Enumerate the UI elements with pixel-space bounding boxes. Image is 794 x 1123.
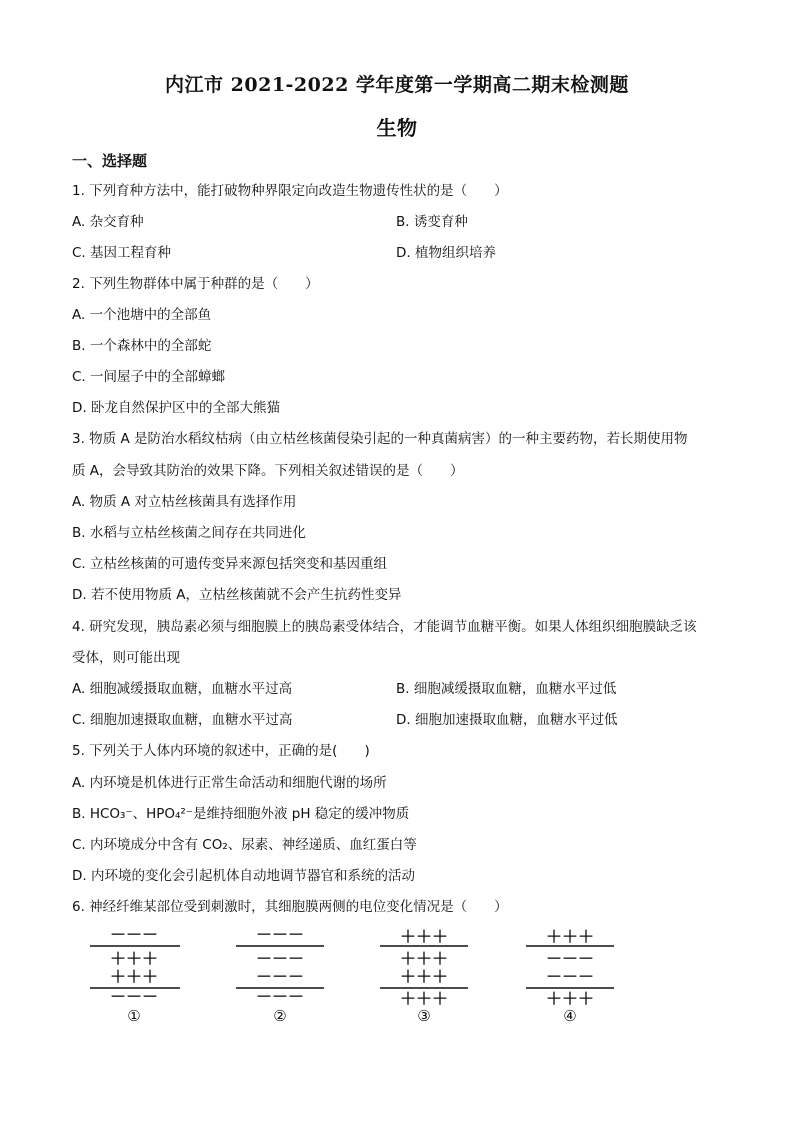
question-2-option-b: B. 一个森林中的全部蛇: [72, 338, 212, 354]
diagram-1-outer-bottom-charges: －－－: [109, 987, 159, 1006]
question-1-option-b: B. 诱变育种: [396, 214, 468, 230]
question-2-option-d: D. 卧龙自然保护区中的全部大熊猫: [72, 400, 280, 416]
question-4-stem-line-2: 受体，则可能出现: [72, 650, 180, 666]
membrane-diagrams-svg: [72, 926, 732, 1036]
question-5-stem: 5. 下列关于人体内环境的叙述中，正确的是( ): [72, 743, 370, 759]
question-5-option-a: A. 内环境是机体进行正常生命活动和细胞代谢的场所: [72, 775, 387, 791]
subject-title: 生物: [376, 116, 418, 140]
question-1-option-a: A. 杂交育种: [72, 214, 144, 230]
question-3-option-d: D. 若不使用物质 A，立枯丝核菌就不会产生抗药性变异: [72, 587, 402, 603]
diagram-1-label: ①: [127, 1007, 141, 1025]
question-4-stem-line-1: 4. 研究发现，胰岛素必须与细胞膜上的胰岛素受体结合，才能调节血糖平衡。如果人体组织细胞膜缺乏该: [72, 619, 697, 635]
membrane-diagram-3: [380, 927, 468, 1025]
membrane-diagram-1: [90, 926, 180, 1025]
diagram-2-outer-top-charges: －－－: [255, 926, 305, 944]
question-5-option-c: C. 内环境成分中含有 CO₂、尿素、神经递质、血红蛋白等: [72, 837, 417, 853]
question-4-option-d: D. 细胞加速摄取血糖，血糖水平过低: [396, 712, 618, 728]
diagram-2-inner-charges-2: －－－: [255, 967, 305, 986]
diagram-3-outer-bottom-charges: ＋＋＋: [399, 989, 449, 1008]
question-4-option-c: C. 细胞加速摄取血糖，血糖水平过高: [72, 712, 293, 728]
diagram-3-label: ③: [417, 1007, 431, 1025]
diagram-2-inner-charges-1: －－－: [255, 949, 305, 968]
exam-title: 内江市 2021-2022 学年度第一学期高二期末检测题: [165, 74, 629, 96]
diagram-3-outer-top-charges: ＋＋＋: [399, 927, 449, 946]
diagram-1-inner-charges-2: ＋＋＋: [109, 967, 159, 986]
question-4-option-b: B. 细胞减缓摄取血糖，血糖水平过低: [396, 681, 617, 697]
question-1-option-c: C. 基因工程育种: [72, 245, 172, 261]
section-heading: 一、选择题: [72, 152, 148, 170]
question-2-option-c: C. 一间屋子中的全部蟑螂: [72, 369, 226, 385]
question-6-stem: 6. 神经纤维某部位受到刺激时，其细胞膜两侧的电位变化情况是（ ）: [72, 899, 508, 915]
diagram-1-outer-top-charges: －－－: [109, 926, 159, 944]
question-3-stem-line-1: 3. 物质 A 是防治水稻纹枯病（由立枯丝核菌侵染引起的一种真菌病害）的一种主要药物，若长期使用物: [72, 431, 688, 447]
diagram-2-outer-bottom-charges: －－－: [255, 987, 305, 1006]
diagram-4-inner-charges-1: －－－: [545, 949, 595, 968]
question-3-option-a: A. 物质 A 对立枯丝核菌具有选择作用: [72, 494, 297, 510]
membrane-potential-figure: [72, 926, 732, 1036]
question-3-option-c: C. 立枯丝核菌的可遗传变异来源包括突变和基因重组: [72, 556, 388, 572]
diagram-4-inner-charges-2: －－－: [545, 967, 595, 986]
diagram-3-inner-charges-2: ＋＋＋: [399, 967, 449, 986]
question-5-option-b: B. HCO₃⁻、HPO₄²⁻是维持细胞外液 pH 稳定的缓冲物质: [72, 806, 410, 822]
question-2-option-a: A. 一个池塘中的全部鱼: [72, 307, 212, 323]
diagram-4-outer-top-charges: ＋＋＋: [545, 927, 595, 946]
diagram-4-outer-bottom-charges: ＋＋＋: [545, 989, 595, 1008]
question-4-option-a: A. 细胞减缓摄取血糖，血糖水平过高: [72, 681, 293, 697]
membrane-diagram-2: [236, 926, 324, 1025]
question-5-option-d: D. 内环境的变化会引起机体自动地调节器官和系统的活动: [72, 868, 415, 884]
diagram-3-inner-charges-1: ＋＋＋: [399, 949, 449, 968]
question-3-option-b: B. 水稻与立枯丝核菌之间存在共同进化: [72, 525, 306, 541]
diagram-4-label: ④: [563, 1007, 577, 1025]
membrane-diagram-4: [526, 927, 614, 1025]
question-1-stem: 1. 下列育种方法中，能打破物种界限定向改造生物遗传性状的是（ ）: [72, 183, 508, 199]
question-2-stem: 2. 下列生物群体中属于种群的是（ ）: [72, 276, 319, 292]
diagram-2-label: ②: [273, 1007, 287, 1025]
diagram-1-inner-charges-1: ＋＋＋: [109, 949, 159, 968]
question-1-option-d: D. 植物组织培养: [396, 245, 496, 261]
question-3-stem-line-2: 质 A，会导致其防治的效果下降。下列相关叙述错误的是（ ）: [72, 463, 464, 479]
